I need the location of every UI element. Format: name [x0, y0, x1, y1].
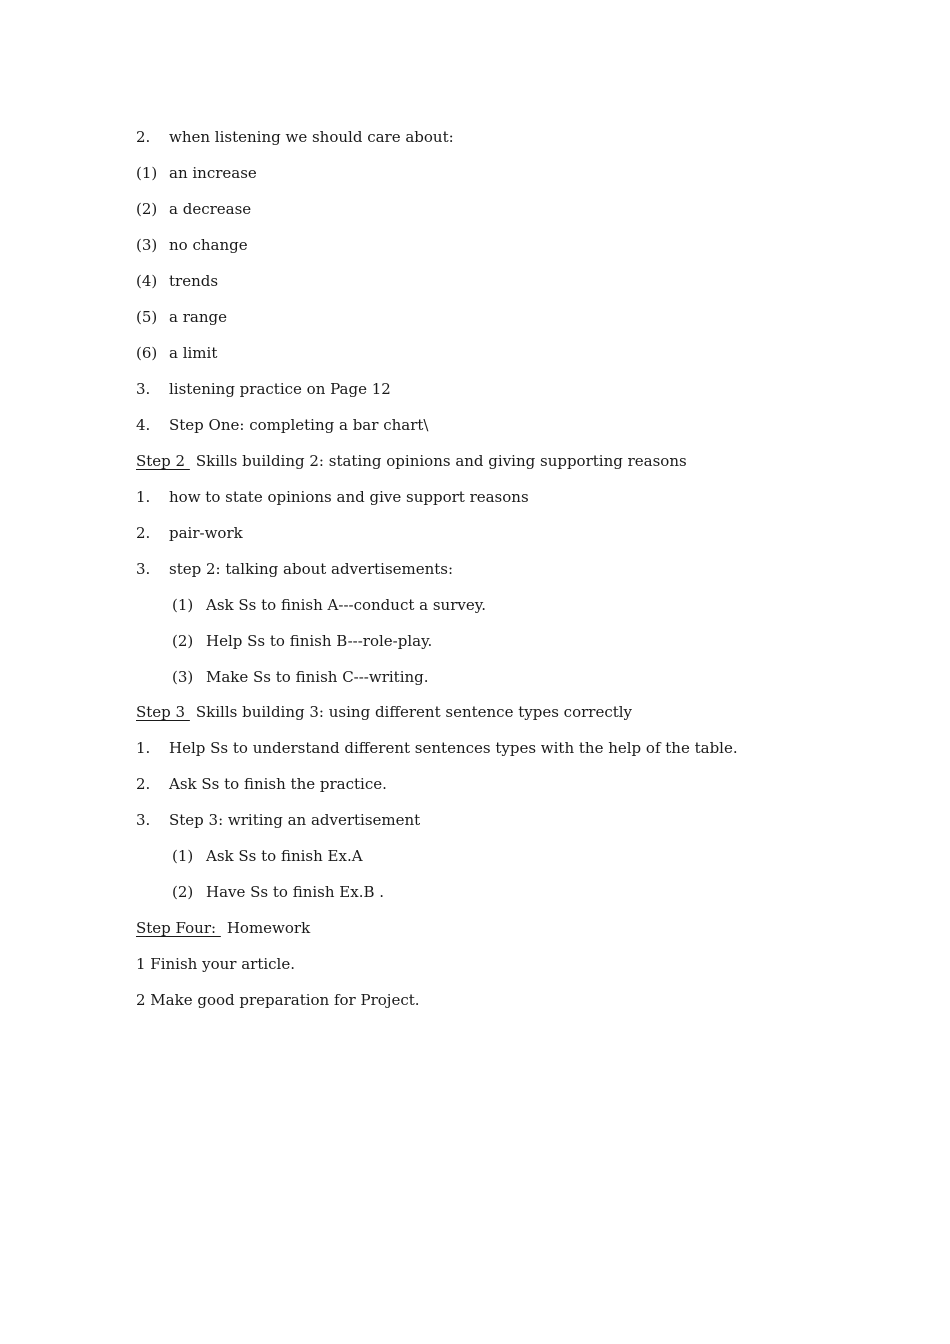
item-text: pair-work: [169, 524, 243, 542]
item-number: 2.: [136, 524, 151, 542]
item-number: (3): [136, 236, 158, 254]
item-number: (1): [172, 847, 194, 865]
item-number: 1.: [136, 488, 151, 506]
list-item: [136, 161, 257, 185]
item-number: 3.: [136, 811, 151, 829]
item-number: (4): [136, 272, 158, 290]
list-item: [136, 269, 218, 293]
list-item: [136, 736, 738, 760]
item-number: 1.: [136, 739, 151, 757]
item-text: no change: [169, 236, 248, 254]
item-number: 2.: [136, 128, 151, 146]
item-number: 2.: [136, 775, 151, 793]
list-item: [136, 772, 387, 796]
item-number: (2): [172, 632, 194, 650]
item-number: (1): [136, 164, 158, 182]
item-number: (2): [136, 200, 158, 218]
item-text: Ask Ss to finish A---conduct a survey.: [206, 596, 486, 614]
sub-list-item: [172, 629, 432, 653]
item-number: 3.: [136, 380, 151, 398]
item-number: 4.: [136, 416, 151, 434]
list-item: [136, 988, 420, 1012]
list-item: [136, 233, 248, 257]
item-text: 2 Make good preparation for Project.: [136, 991, 420, 1009]
sub-list-item: [172, 593, 486, 617]
step-title: Skills building 2: stating opinions and giving supporting reasons: [195, 452, 687, 470]
item-text: a decrease: [169, 200, 252, 218]
step-title: Skills building 3: using different sentence types correctly: [195, 703, 633, 721]
item-text: a range: [169, 308, 227, 326]
step-heading: [136, 916, 310, 940]
item-number: (6): [136, 344, 158, 362]
item-text: Step One: completing a bar chart\: [169, 416, 429, 434]
item-number: (3): [172, 668, 194, 686]
item-number: (1): [172, 596, 194, 614]
item-text: 1 Finish your article.: [136, 955, 295, 973]
item-text: when listening we should care about:: [169, 128, 454, 146]
sub-list-item: [172, 844, 363, 868]
step-heading: [136, 449, 687, 473]
list-item: [136, 808, 420, 832]
item-text: an increase: [169, 164, 257, 182]
item-text: Ask Ss to finish Ex.A: [206, 847, 363, 865]
item-text: how to state opinions and give support reasons: [169, 488, 529, 506]
item-text: Have Ss to finish Ex.B .: [206, 883, 385, 901]
list-item: [136, 485, 529, 509]
list-item: [136, 341, 217, 365]
list-item: [136, 305, 227, 329]
sub-list-item: [172, 880, 384, 904]
step-label: Step 3: [136, 703, 190, 721]
step-label: Step 2: [136, 452, 190, 470]
list-item: [136, 125, 454, 149]
step-title: Homework: [226, 919, 311, 937]
item-number: (2): [172, 883, 194, 901]
item-text: trends: [169, 272, 219, 290]
list-item: [136, 521, 243, 545]
list-item: [136, 197, 251, 221]
item-text: Make Ss to finish C---writing.: [206, 668, 429, 686]
item-number: 3.: [136, 560, 151, 578]
item-text: listening practice on Page 12: [169, 380, 391, 398]
item-text: Ask Ss to finish the practice.: [169, 775, 387, 793]
sub-list-item: [172, 665, 429, 689]
item-text: Help Ss to finish B---role-play.: [206, 632, 433, 650]
list-item: [136, 377, 391, 401]
list-item: [136, 413, 428, 437]
step-heading: [136, 700, 632, 724]
list-item: [136, 952, 295, 976]
list-item: [136, 557, 453, 581]
item-text: Step 3: writing an advertisement: [169, 811, 421, 829]
item-text: Help Ss to understand different sentences types with the help of the table.: [169, 739, 738, 757]
item-text: a limit: [169, 344, 218, 362]
step-label: Step Four:: [136, 919, 221, 937]
item-number: (5): [136, 308, 158, 326]
item-text: step 2: talking about advertisements:: [169, 560, 454, 578]
